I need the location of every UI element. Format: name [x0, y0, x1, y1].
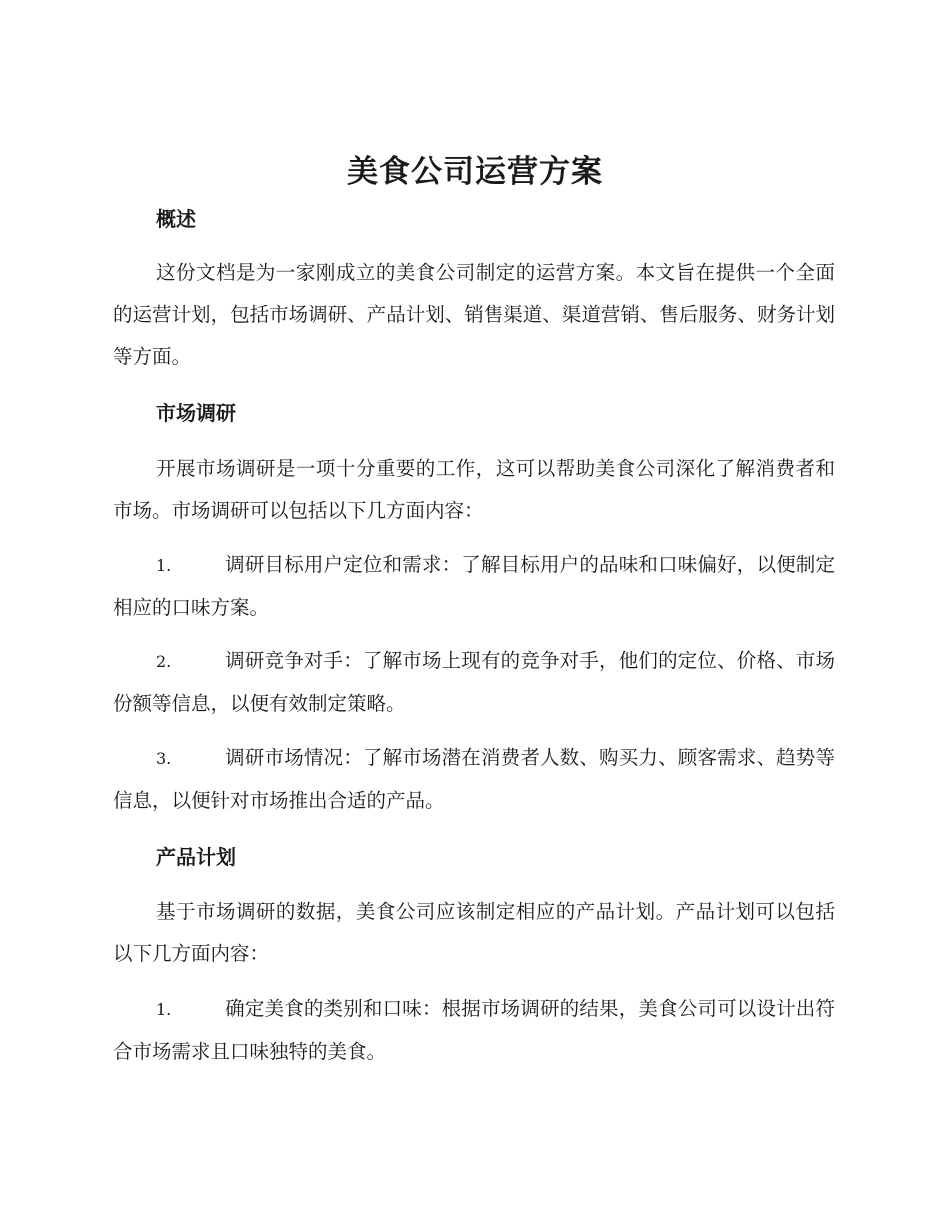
section-heading-market-research: 市场调研	[156, 401, 236, 425]
overview-paragraph: 这份文档是为一家刚成立的美食公司制定的运营方案。本文旨在提供一个全面的运营计划，包括市场调研、产品计划、销售渠道、渠道营销、售后服务、财务计划等方面。	[113, 261, 835, 368]
section-heading-product-plan: 产品计划	[156, 845, 236, 869]
list-item-text: 调研目标用户定位和需求：了解目标用户的品味和口味偏好，以便制定相应的口味方案。	[113, 553, 835, 619]
product-plan-item-1	[113, 988, 835, 1073]
market-research-item-1	[113, 544, 835, 629]
list-number: 2.	[156, 652, 172, 671]
list-number: 1.	[156, 556, 172, 575]
list-item-text: 确定美食的类别和口味：根据市场调研的结果，美食公司可以设计出符合市场需求且口味独特的美食。	[113, 997, 835, 1063]
list-item-text: 调研市场情况：了解市场潜在消费者人数、购买力、顾客需求、趋势等信息，以便针对市场推出合适的产品。	[113, 746, 835, 812]
list-number: 1.	[156, 1000, 172, 1019]
product-plan-paragraph: 基于市场调研的数据，美食公司应该制定相应的产品计划。产品计划可以包括以下几方面内容：	[113, 900, 835, 965]
document-title: 美食公司运营方案	[347, 154, 603, 190]
list-number: 3.	[156, 749, 172, 768]
market-research-item-3	[113, 737, 835, 822]
section-heading-overview: 概述	[156, 207, 196, 231]
list-item-text: 调研竞争对手：了解市场上现有的竞争对手，他们的定位、价格、市场份额等信息，以便有效制定策略。	[113, 649, 835, 715]
market-research-item-2	[113, 640, 835, 725]
market-research-paragraph: 开展市场调研是一项十分重要的工作，这可以帮助美食公司深化了解消费者和市场。市场调研可以包括以下几方面内容：	[113, 457, 835, 522]
